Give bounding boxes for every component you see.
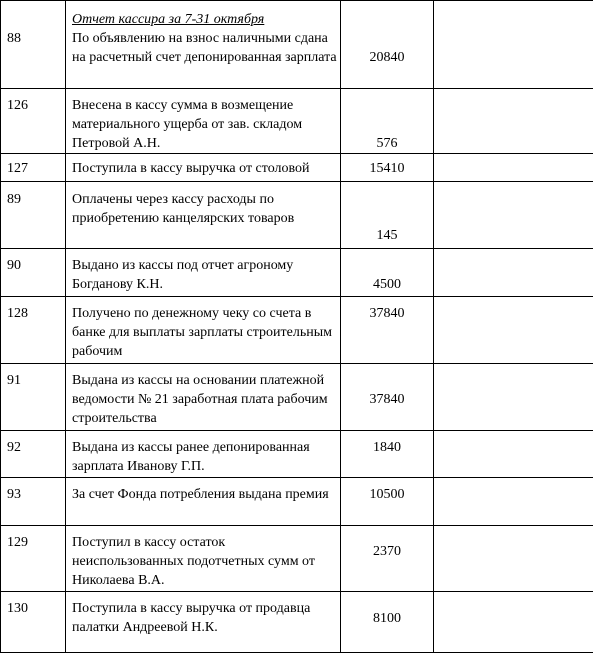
entry-description bbox=[66, 1, 341, 89]
entry-number: 130 bbox=[1, 592, 66, 653]
entry-number: 90 bbox=[1, 249, 66, 297]
entry-description: Оплачены через кассу расходы по приобретению канцелярских товаров bbox=[66, 182, 341, 249]
empty-cell bbox=[434, 182, 593, 249]
table-row bbox=[1, 592, 593, 653]
entry-number: 89 bbox=[1, 182, 66, 249]
entry-description: Внесена в кассу сумма в возмещение материального ущерба от зав. складом Петровой А.Н. bbox=[66, 89, 341, 154]
report-heading: Отчет кассира за 7-31 октября bbox=[72, 12, 265, 27]
entry-amount-text: 20840 bbox=[369, 50, 405, 65]
entry-amount bbox=[341, 431, 434, 478]
table-row bbox=[1, 154, 593, 182]
entry-amount-text: 10500 bbox=[369, 487, 405, 502]
table-row bbox=[1, 526, 593, 592]
table-row bbox=[1, 182, 593, 249]
entry-amount-text: 145 bbox=[376, 228, 398, 243]
entry-amount-text: 1840 bbox=[373, 440, 401, 455]
empty-cell bbox=[434, 592, 593, 653]
entry-number: 88 bbox=[1, 1, 66, 89]
entry-description: За счет Фонда потребления выдана премия bbox=[66, 478, 341, 526]
entry-description: Поступил в кассу остаток неиспользованных подотчетных сумм от Николаева В.А. bbox=[66, 526, 341, 592]
entry-amount bbox=[341, 297, 434, 364]
entry-amount-text: 15410 bbox=[369, 161, 405, 176]
entry-amount-text: 4500 bbox=[373, 277, 401, 292]
empty-cell bbox=[434, 526, 593, 592]
empty-cell bbox=[434, 89, 593, 154]
entry-amount bbox=[341, 478, 434, 526]
entry-number: 91 bbox=[1, 364, 66, 431]
entry-amount bbox=[341, 89, 434, 154]
entry-description: Выдано из кассы под отчет агроному Богданову К.Н. bbox=[66, 249, 341, 297]
empty-cell bbox=[434, 1, 593, 89]
empty-cell bbox=[434, 249, 593, 297]
table-row bbox=[1, 249, 593, 297]
empty-cell bbox=[434, 478, 593, 526]
table-row bbox=[1, 89, 593, 154]
table-row bbox=[1, 431, 593, 478]
empty-cell bbox=[434, 364, 593, 431]
entry-number: 129 bbox=[1, 526, 66, 592]
entry-amount-text: 37840 bbox=[369, 392, 405, 407]
entry-amount-text: 2370 bbox=[373, 544, 401, 559]
empty-cell bbox=[434, 297, 593, 364]
entry-amount bbox=[341, 154, 434, 182]
entry-description: Получено по денежному чеку со счета в банке для выплаты зарплаты строительным рабочим bbox=[66, 297, 341, 364]
entry-amount bbox=[341, 526, 434, 592]
entry-description: Выдана из кассы на основании платежной ведомости № 21 заработная плата рабочим строительства bbox=[66, 364, 341, 431]
entry-amount bbox=[341, 249, 434, 297]
entry-number: 127 bbox=[1, 154, 66, 182]
table-row bbox=[1, 297, 593, 364]
table-row bbox=[1, 478, 593, 526]
entry-description: Поступила в кассу выручка от столовой bbox=[66, 154, 341, 182]
table-row bbox=[1, 364, 593, 431]
entry-description: Выдана из кассы ранее депонированная зарплата Иванову Г.П. bbox=[66, 431, 341, 478]
empty-cell bbox=[434, 431, 593, 478]
entry-amount bbox=[341, 592, 434, 653]
entry-amount bbox=[341, 182, 434, 249]
entry-number: 126 bbox=[1, 89, 66, 154]
entry-number: 93 bbox=[1, 478, 66, 526]
entry-amount-text: 37840 bbox=[369, 306, 405, 321]
entry-description-text: По объявлению на взнос наличными сдана на расчетный счет депонированная зарплата bbox=[72, 31, 337, 65]
entry-amount-text: 8100 bbox=[373, 611, 401, 626]
empty-cell bbox=[434, 154, 593, 182]
entry-number: 128 bbox=[1, 297, 66, 364]
entry-description: Поступила в кассу выручка от продавца палатки Андреевой Н.К. bbox=[66, 592, 341, 653]
entry-amount-text: 576 bbox=[376, 136, 398, 151]
entry-number: 92 bbox=[1, 431, 66, 478]
table-row bbox=[1, 1, 593, 89]
entry-amount bbox=[341, 1, 434, 89]
entry-amount bbox=[341, 364, 434, 431]
